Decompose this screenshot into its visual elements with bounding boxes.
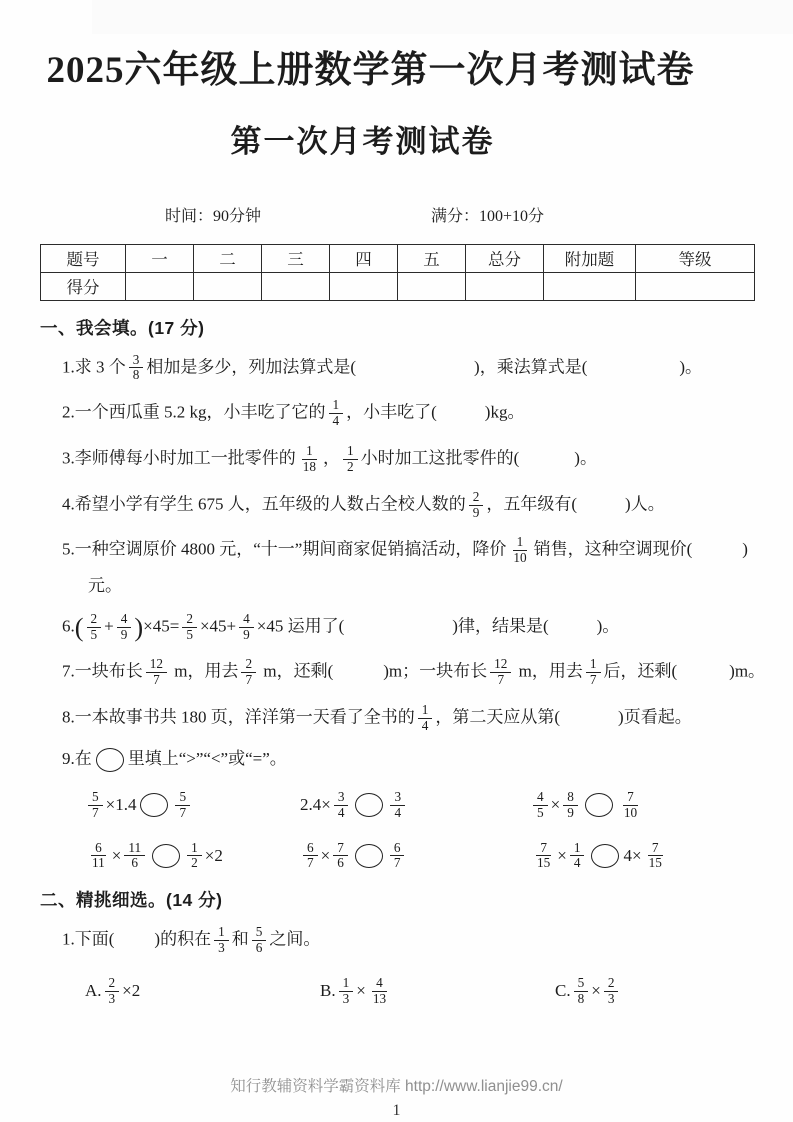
answer-blank xyxy=(344,630,452,631)
fraction xyxy=(175,790,190,821)
fraction-numerator: 1 xyxy=(302,444,317,460)
text-run: m，用去 xyxy=(514,661,583,681)
text-run: × xyxy=(591,981,601,1001)
fraction xyxy=(390,841,405,872)
fraction-numerator: 1 xyxy=(187,841,202,857)
score-cell xyxy=(466,272,544,300)
score-cell xyxy=(398,272,466,300)
fraction-numerator: 12 xyxy=(146,657,167,673)
text-run: )，乘法算式是( xyxy=(474,356,588,376)
fraction-numerator: 5 xyxy=(574,976,589,992)
fraction-numerator: 2 xyxy=(604,976,619,992)
fraction xyxy=(645,841,666,872)
comparison-expression xyxy=(85,788,300,823)
score-cell xyxy=(544,272,636,300)
fraction xyxy=(469,490,484,521)
fraction-numerator: 4 xyxy=(533,790,548,806)
options-row xyxy=(85,974,793,1009)
header-cell: 附加题 xyxy=(544,244,636,272)
text-run: 5.一种空调原价 4800 元，“十一”期间商家促销搞活动，降价 xyxy=(62,539,507,559)
fraction-numerator: 2 xyxy=(241,657,256,673)
fraction-denominator: 4 xyxy=(337,804,345,820)
fraction xyxy=(88,790,103,821)
fraction-numerator: 4 xyxy=(372,976,387,992)
answer-blank xyxy=(333,676,383,677)
fraction-denominator: 15 xyxy=(537,855,551,871)
fraction xyxy=(533,841,554,872)
full-score-label: 满分：100+10分 xyxy=(431,207,545,225)
fraction-numerator: 1 xyxy=(570,841,585,857)
fraction-numerator: 7 xyxy=(333,841,348,857)
score-cell xyxy=(126,272,194,300)
comparison-circle xyxy=(152,844,180,868)
fraction xyxy=(339,976,354,1007)
comparison-expression xyxy=(300,839,530,874)
fraction-denominator: 7 xyxy=(179,804,187,820)
fraction xyxy=(239,612,254,643)
fraction xyxy=(105,976,120,1007)
text-run: ，五年级有( xyxy=(486,493,578,513)
question-6 xyxy=(62,610,793,645)
text-run: )的积在 xyxy=(154,929,212,949)
fraction-denominator: 3 xyxy=(342,990,350,1006)
header-cell: 四 xyxy=(330,244,398,272)
text-run: 元。 xyxy=(88,576,122,596)
fraction xyxy=(117,612,132,643)
fraction-numerator: 2 xyxy=(182,612,197,628)
comparison-circle xyxy=(355,793,383,817)
fraction xyxy=(418,703,433,734)
fraction-numerator: 2 xyxy=(87,612,102,628)
fraction-denominator: 9 xyxy=(472,504,480,520)
fraction xyxy=(146,657,167,688)
fraction-numerator: 7 xyxy=(623,790,638,806)
question-2 xyxy=(62,396,793,431)
fraction-numerator: 5 xyxy=(252,925,267,941)
fraction xyxy=(509,535,530,566)
score-cell: 得分 xyxy=(41,272,126,300)
comparison-circle xyxy=(96,748,124,772)
footer-watermark: 知行教辅资料学霸资料库 http://www.lianjie99.cn/ xyxy=(230,1078,563,1095)
fraction-denominator: 9 xyxy=(567,804,574,820)
option-b xyxy=(320,974,555,1009)
page-number: 1 xyxy=(392,1102,401,1119)
text-run: 4× xyxy=(623,845,642,865)
text-run: 之间。 xyxy=(269,929,321,949)
fraction-numerator: 2 xyxy=(469,490,484,506)
answer-blank xyxy=(692,554,742,555)
text-run: ) xyxy=(742,539,748,559)
text-run: )m。 xyxy=(729,661,766,681)
comparison-circle xyxy=(591,844,619,868)
fraction xyxy=(129,353,144,384)
text-run: ×2 xyxy=(122,981,141,1001)
text-run: 9.在 xyxy=(62,748,92,768)
answer-blank xyxy=(577,508,625,509)
fraction xyxy=(182,612,197,643)
fraction-denominator: 3 xyxy=(607,990,615,1006)
text-run: 后，还剩( xyxy=(603,661,678,681)
text-run: ×45+ xyxy=(199,615,237,635)
text-run: 8.一本故事书共 180 页，洋洋第一天看了全书的 xyxy=(62,707,415,727)
fraction xyxy=(563,790,578,821)
big-parenthesis: ) xyxy=(134,612,144,642)
text-run: )kg。 xyxy=(484,402,525,422)
text-run: × xyxy=(320,845,331,865)
question-5-line2 xyxy=(88,574,793,599)
fraction-numerator: 3 xyxy=(390,790,405,806)
score-cell xyxy=(262,272,330,300)
text-run: ，小丰吃了( xyxy=(346,402,437,422)
fraction xyxy=(252,925,267,956)
fraction-numerator: 6 xyxy=(390,841,405,857)
score-cell xyxy=(636,272,755,300)
text-run: 1.下面( xyxy=(62,929,115,949)
fraction-denominator: 10 xyxy=(513,550,527,566)
header-cell: 总分 xyxy=(466,244,544,272)
text-run: × xyxy=(356,981,366,1001)
fraction xyxy=(620,790,641,821)
fraction-denominator: 7 xyxy=(92,804,99,820)
header-cell: 五 xyxy=(398,244,466,272)
fraction-denominator: 4 xyxy=(421,717,429,733)
fraction xyxy=(124,841,145,872)
fraction xyxy=(329,398,344,429)
fraction xyxy=(87,612,102,643)
text-run: ×45 运用了( xyxy=(256,615,345,635)
text-run: ，第二天应从第( xyxy=(435,707,561,727)
fraction-numerator: 12 xyxy=(490,657,511,673)
question-1 xyxy=(62,351,793,386)
score-cell xyxy=(330,272,398,300)
comparison-expression xyxy=(85,839,300,874)
fraction xyxy=(490,657,511,688)
answer-blank xyxy=(549,630,597,631)
exam-info-row xyxy=(0,203,793,226)
fraction xyxy=(533,790,548,821)
text-run: 销售，这种空调现价( xyxy=(533,539,693,559)
comparison-circle xyxy=(355,844,383,868)
big-parenthesis: ( xyxy=(74,612,84,642)
fraction xyxy=(334,790,349,821)
fraction-denominator: 7 xyxy=(497,672,505,688)
text-run: m，还剩( xyxy=(259,661,334,681)
fraction-denominator: 5 xyxy=(90,626,98,642)
fraction xyxy=(604,976,619,1007)
fraction xyxy=(241,657,256,688)
answer-blank xyxy=(114,944,154,945)
fraction-numerator: 1 xyxy=(343,444,358,460)
fraction-numerator: 5 xyxy=(175,790,190,806)
text-run: 7.一块布长 xyxy=(62,661,143,681)
score-table-score-row xyxy=(41,272,755,300)
fraction-numerator: 4 xyxy=(239,612,254,628)
fraction-denominator: 3 xyxy=(108,990,116,1006)
fraction xyxy=(88,841,109,872)
fraction xyxy=(390,790,405,821)
header-cell: 二 xyxy=(194,244,262,272)
text-run: ×45= xyxy=(143,615,180,635)
fraction-denominator: 4 xyxy=(394,804,402,820)
question-9 xyxy=(62,747,793,772)
text-run: )。 xyxy=(679,356,703,376)
text-run: )m；一块布长 xyxy=(383,661,488,681)
fraction-numerator: 1 xyxy=(214,925,229,941)
fraction-denominator: 6 xyxy=(131,855,139,871)
fraction-denominator: 18 xyxy=(302,458,316,474)
score-table-header-row xyxy=(41,244,755,272)
fraction-denominator: 11 xyxy=(92,855,105,871)
fraction-denominator: 5 xyxy=(537,804,544,820)
fraction-denominator: 3 xyxy=(218,940,225,956)
text-run: 小时加工这批零件的( xyxy=(360,448,520,468)
text-run: ×2 xyxy=(204,845,223,865)
answer-blank xyxy=(437,417,485,418)
fraction xyxy=(369,976,390,1007)
comparison-circle xyxy=(140,793,168,817)
question-3 xyxy=(62,442,793,477)
option-c xyxy=(555,974,790,1009)
fraction-numerator: 3 xyxy=(129,353,144,369)
section1-heading: 一、我会填。(17 分) xyxy=(40,317,205,338)
answer-blank xyxy=(519,462,574,463)
comparison-expression xyxy=(300,788,530,823)
fraction-denominator: 4 xyxy=(332,413,340,429)
text-run: )页看起。 xyxy=(618,707,692,727)
comparison-expression xyxy=(530,788,745,823)
text-run: 相加是多少，列加法算式是( xyxy=(146,356,357,376)
fraction xyxy=(303,841,318,872)
text-run: )。 xyxy=(596,615,620,635)
text-run: 4.希望小学有学生 675 人，五年级的人数占全校人数的 xyxy=(62,493,466,513)
fraction xyxy=(570,841,585,872)
text-run: 3.李师傅每小时加工一批零件的 xyxy=(62,448,296,468)
fraction-denominator: 9 xyxy=(243,626,250,642)
option-a xyxy=(85,974,320,1009)
section2-heading: 二、精挑细选。(14 分) xyxy=(40,890,223,911)
page-subtitle: 第一次月考测试卷 xyxy=(230,123,495,159)
text-run: ， xyxy=(323,448,340,468)
question-5-line1 xyxy=(62,533,793,568)
fraction-denominator: 9 xyxy=(120,626,128,642)
answer-blank xyxy=(587,371,679,372)
header-cell: 题号 xyxy=(41,244,126,272)
question-4 xyxy=(62,488,793,523)
time-label: 时间：90分钟 xyxy=(165,207,262,225)
comparison-circle xyxy=(585,793,613,817)
text-run: m，用去 xyxy=(170,661,239,681)
header-cell: 三 xyxy=(262,244,330,272)
fraction xyxy=(187,841,202,872)
fraction-denominator: 7 xyxy=(589,672,597,688)
fraction xyxy=(586,657,601,688)
text-run: A. xyxy=(85,981,102,1001)
fraction-numerator: 2 xyxy=(105,976,120,992)
fraction-denominator: 7 xyxy=(307,855,314,871)
text-run: ×1.4 xyxy=(105,795,137,815)
text-run: 6. xyxy=(62,615,75,635)
fraction-denominator: 7 xyxy=(393,855,401,871)
text-run: )。 xyxy=(574,448,597,468)
fraction-numerator: 1 xyxy=(418,703,433,719)
fraction-denominator: 7 xyxy=(153,672,160,688)
text-run: × xyxy=(111,845,122,865)
fraction-denominator: 2 xyxy=(347,458,354,474)
fraction-denominator: 4 xyxy=(573,855,581,871)
text-run: )人。 xyxy=(625,493,665,513)
fraction-denominator: 8 xyxy=(577,990,585,1006)
fraction-numerator: 1 xyxy=(339,976,354,992)
comparison-expression xyxy=(530,839,745,874)
question-7 xyxy=(62,655,793,690)
fraction-denominator: 6 xyxy=(337,855,344,871)
fraction-numerator: 1 xyxy=(513,535,528,551)
comparison-row-1 xyxy=(85,788,793,823)
fraction-numerator: 1 xyxy=(586,657,601,673)
fraction xyxy=(333,841,348,872)
fraction-numerator: 8 xyxy=(563,790,578,806)
score-cell xyxy=(194,272,262,300)
fraction-numerator: 4 xyxy=(117,612,132,628)
comparison-row-2 xyxy=(85,839,793,874)
fraction xyxy=(299,444,320,475)
fraction-denominator: 2 xyxy=(191,855,198,871)
text-run: 2.4× xyxy=(300,795,331,815)
header-cell: 等级 xyxy=(636,244,755,272)
fraction-denominator: 5 xyxy=(186,626,193,642)
score-table xyxy=(40,244,755,301)
fraction xyxy=(214,925,229,956)
fraction-denominator: 6 xyxy=(255,940,263,956)
header-cell: 一 xyxy=(126,244,194,272)
fraction-numerator: 6 xyxy=(303,841,318,857)
text-run: × xyxy=(557,845,567,865)
text-run: × xyxy=(550,795,561,815)
page-title: 2025六年级上册数学第一次月考测试卷 xyxy=(46,50,695,91)
fraction-denominator: 13 xyxy=(372,990,387,1006)
fraction-numerator: 7 xyxy=(648,841,663,857)
fraction-denominator: 10 xyxy=(623,804,638,820)
fraction-numerator: 6 xyxy=(91,841,106,857)
text-run: 里填上“>”“<”或“=”。 xyxy=(127,748,287,768)
section2-question-1 xyxy=(62,923,793,958)
fraction xyxy=(574,976,589,1007)
fraction-denominator: 8 xyxy=(132,367,140,383)
text-run: )律，结果是( xyxy=(452,615,549,635)
answer-blank xyxy=(356,371,474,372)
fraction-denominator: 7 xyxy=(245,672,253,688)
text-run: B. xyxy=(320,981,336,1001)
question-8 xyxy=(62,701,793,736)
fraction xyxy=(343,444,358,475)
fraction-denominator: 15 xyxy=(648,855,662,871)
answer-blank xyxy=(560,721,618,722)
fraction-numerator: 1 xyxy=(329,398,344,414)
fraction-numerator: 5 xyxy=(88,790,103,806)
text-run: 和 xyxy=(231,929,249,949)
fraction-numerator: 7 xyxy=(536,841,551,857)
text-run: C. xyxy=(555,981,571,1001)
fraction-numerator: 3 xyxy=(334,790,349,806)
text-run: 2.一个西瓜重 5.2 kg，小丰吃了它的 xyxy=(62,402,326,422)
fraction-numerator: 11 xyxy=(124,841,145,857)
answer-blank xyxy=(677,676,729,677)
text-run: + xyxy=(104,615,114,635)
text-run: 1.求 3 个 xyxy=(62,356,126,376)
